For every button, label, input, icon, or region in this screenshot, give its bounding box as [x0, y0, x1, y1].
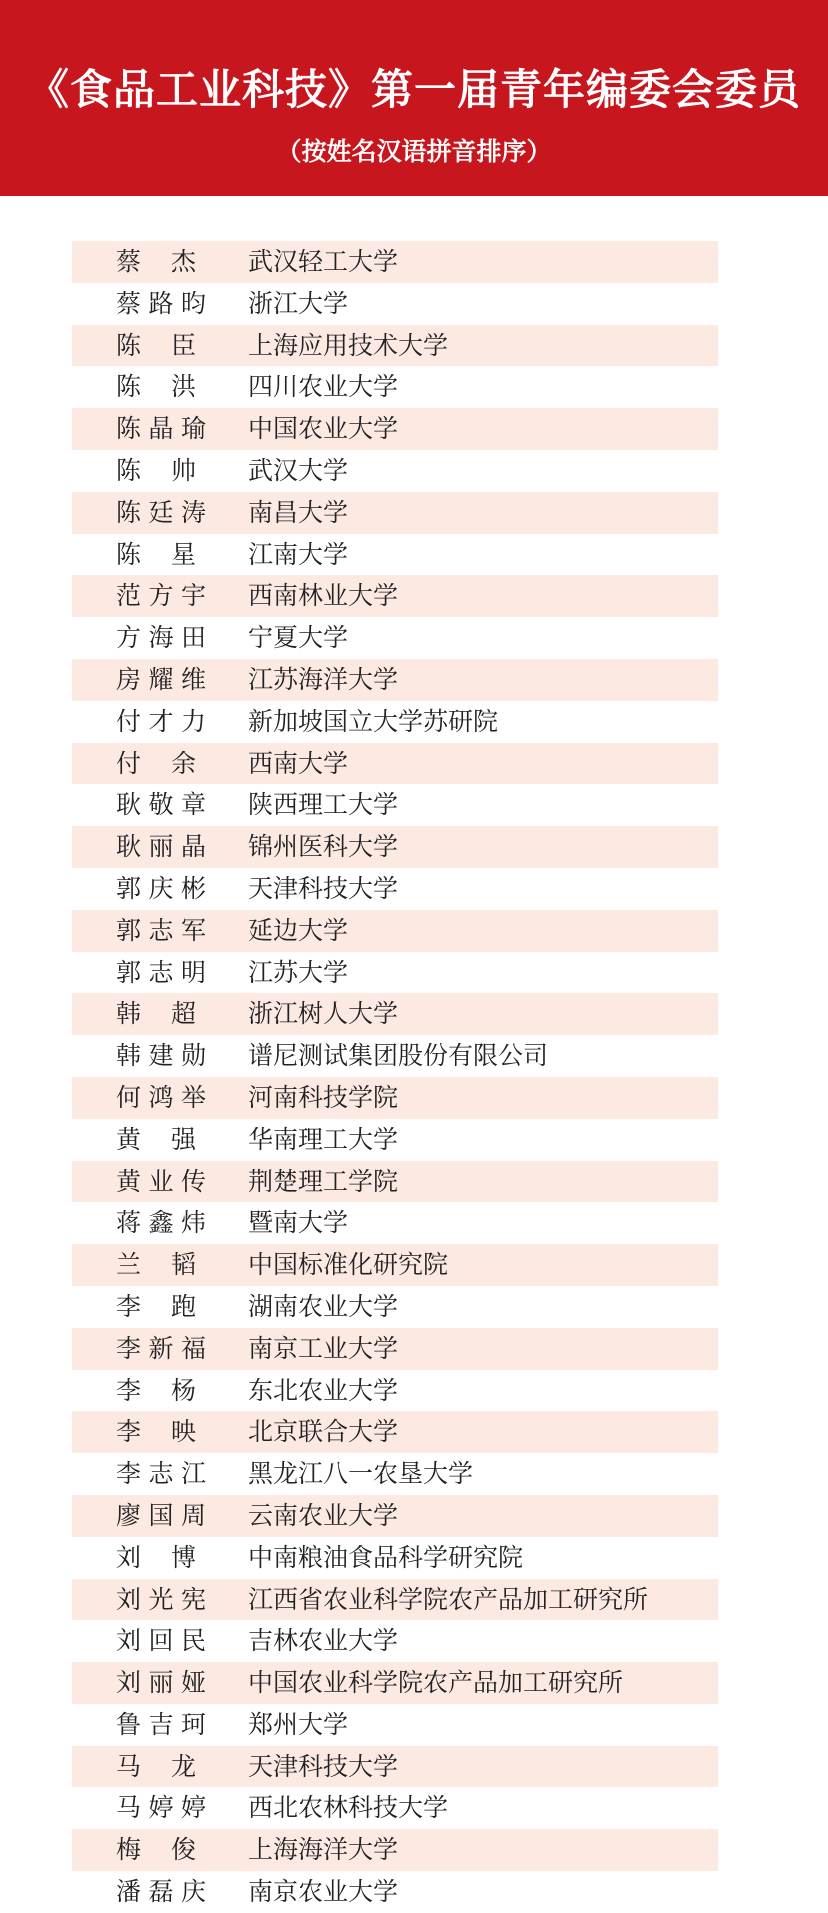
member-row — [72, 1286, 718, 1328]
member-row — [72, 1035, 718, 1077]
member-name: 刘回民 — [116, 1626, 206, 1656]
member-name: 陈廷涛 — [116, 497, 206, 527]
member-organization: 云南农业大学 — [248, 1500, 399, 1530]
member-row — [72, 1328, 718, 1370]
member-name: 黄业传 — [116, 1166, 206, 1196]
member-organization: 西北农林科技大学 — [248, 1793, 449, 1823]
member-organization: 锦州医科大学 — [248, 832, 399, 862]
member-organization: 江苏大学 — [248, 957, 349, 987]
member-name: 范方宇 — [116, 581, 206, 611]
member-organization: 南昌大学 — [248, 497, 349, 527]
member-organization: 四川农业大学 — [248, 372, 399, 402]
member-organization: 东北农业大学 — [248, 1375, 399, 1405]
member-row — [72, 784, 718, 826]
member-name: 兰韬 — [116, 1250, 196, 1280]
member-row — [72, 1829, 718, 1871]
member-organization: 荆楚理工学院 — [248, 1166, 399, 1196]
member-organization: 南京农业大学 — [248, 1877, 399, 1907]
member-row — [72, 492, 718, 534]
member-row — [72, 408, 718, 450]
member-name: 付余 — [116, 748, 196, 778]
member-row — [72, 366, 718, 408]
member-name: 李映 — [116, 1417, 196, 1447]
member-organization: 黑龙江八一农垦大学 — [248, 1459, 474, 1489]
member-row — [72, 1077, 718, 1119]
member-organization: 宁夏大学 — [248, 623, 349, 653]
member-organization: 西南大学 — [248, 748, 349, 778]
member-name: 耿敬章 — [116, 790, 206, 820]
member-organization: 河南科技学院 — [248, 1082, 399, 1112]
member-name: 黄强 — [116, 1124, 196, 1154]
member-organization: 湖南农业大学 — [248, 1291, 399, 1321]
member-name: 马婷婷 — [116, 1793, 206, 1823]
member-name: 陈帅 — [116, 455, 196, 485]
member-name: 何鸿举 — [116, 1082, 206, 1112]
member-row — [72, 1620, 718, 1662]
member-organization: 浙江大学 — [248, 288, 349, 318]
member-row — [72, 534, 718, 576]
member-name: 李新福 — [116, 1333, 206, 1363]
member-name: 陈洪 — [116, 372, 196, 402]
member-organization: 中国农业科学院农产品加工研究所 — [248, 1668, 624, 1698]
header-banner — [0, 0, 828, 196]
member-organization: 武汉大学 — [248, 455, 349, 485]
member-name: 刘光宪 — [116, 1584, 206, 1614]
member-organization: 江南大学 — [248, 539, 349, 569]
member-organization: 新加坡国立大学苏研院 — [248, 706, 499, 736]
member-organization: 北京联合大学 — [248, 1417, 399, 1447]
member-row — [72, 1244, 718, 1286]
member-organization: 天津科技大学 — [248, 873, 399, 903]
member-organization: 陕西理工大学 — [248, 790, 399, 820]
member-organization: 江西省农业科学院农产品加工研究所 — [248, 1584, 649, 1614]
member-organization: 上海海洋大学 — [248, 1835, 399, 1865]
member-row — [72, 1579, 718, 1621]
member-row — [72, 325, 718, 367]
member-organization: 延边大学 — [248, 915, 349, 945]
member-row — [72, 868, 718, 910]
member-name: 耿丽晶 — [116, 832, 206, 862]
member-row — [72, 1119, 718, 1161]
member-organization: 浙江树人大学 — [248, 999, 399, 1029]
member-organization: 华南理工大学 — [248, 1124, 399, 1154]
member-name: 郭志军 — [116, 915, 206, 945]
member-row — [72, 1537, 718, 1579]
member-organization: 上海应用技术大学 — [248, 330, 449, 360]
member-name: 鲁吉珂 — [116, 1709, 206, 1739]
member-name: 李志江 — [116, 1459, 206, 1489]
member-organization: 中南粮油食品科学研究院 — [248, 1542, 524, 1572]
member-organization: 吉林农业大学 — [248, 1626, 399, 1656]
member-organization: 谱尼测试集团股份有限公司 — [248, 1041, 549, 1071]
member-row — [72, 1202, 718, 1244]
member-name: 陈臣 — [116, 330, 196, 360]
member-name: 蔡杰 — [116, 247, 196, 276]
page-subtitle: （按姓名汉语拼音排序） — [276, 137, 552, 166]
member-row — [72, 1871, 718, 1913]
member-name: 蔡路昀 — [116, 288, 206, 318]
member-row — [72, 1704, 718, 1746]
member-row — [72, 617, 718, 659]
member-name: 郭庆彬 — [116, 873, 206, 903]
member-row — [72, 283, 718, 325]
member-row — [72, 1746, 718, 1788]
member-organization: 中国农业大学 — [248, 414, 399, 444]
member-name: 刘丽娅 — [116, 1668, 206, 1698]
member-row — [72, 910, 718, 952]
member-organization: 西南林业大学 — [248, 581, 399, 611]
member-list — [72, 241, 718, 1913]
member-row — [72, 1787, 718, 1829]
member-row — [72, 1161, 718, 1203]
member-name: 陈晶瑜 — [116, 414, 206, 444]
member-name: 韩建勋 — [116, 1041, 206, 1071]
member-name: 潘磊庆 — [116, 1877, 206, 1907]
member-row — [72, 701, 718, 743]
member-name: 房耀维 — [116, 664, 206, 694]
member-name: 蒋鑫炜 — [116, 1208, 206, 1238]
member-row — [72, 826, 718, 868]
member-name: 付才力 — [116, 706, 206, 736]
member-name: 廖国周 — [116, 1500, 206, 1530]
member-row — [72, 1370, 718, 1412]
member-name: 李杨 — [116, 1375, 196, 1405]
member-organization: 武汉轻工大学 — [248, 247, 399, 276]
member-row — [72, 575, 718, 617]
member-name: 方海田 — [116, 623, 206, 653]
member-organization: 暨南大学 — [248, 1208, 349, 1238]
member-row — [72, 659, 718, 701]
member-row — [72, 241, 718, 283]
member-row — [72, 1411, 718, 1453]
member-organization: 天津科技大学 — [248, 1751, 399, 1781]
member-name: 韩超 — [116, 999, 196, 1029]
member-row — [72, 450, 718, 492]
member-name: 刘博 — [116, 1542, 196, 1572]
member-row — [72, 993, 718, 1035]
member-organization: 郑州大学 — [248, 1709, 349, 1739]
member-name: 马龙 — [116, 1751, 196, 1781]
member-organization: 南京工业大学 — [248, 1333, 399, 1363]
member-row — [72, 1662, 718, 1704]
member-organization: 中国标准化研究院 — [248, 1250, 449, 1280]
page-title: 《食品工业科技》第一届青年编委会委员 — [26, 65, 801, 114]
member-row — [72, 952, 718, 994]
member-name: 梅俊 — [116, 1835, 196, 1865]
member-name: 陈星 — [116, 539, 196, 569]
member-name: 郭志明 — [116, 957, 206, 987]
member-name: 李跑 — [116, 1291, 196, 1321]
member-row — [72, 1495, 718, 1537]
member-row — [72, 1453, 718, 1495]
member-organization: 江苏海洋大学 — [248, 664, 399, 694]
member-row — [72, 743, 718, 785]
